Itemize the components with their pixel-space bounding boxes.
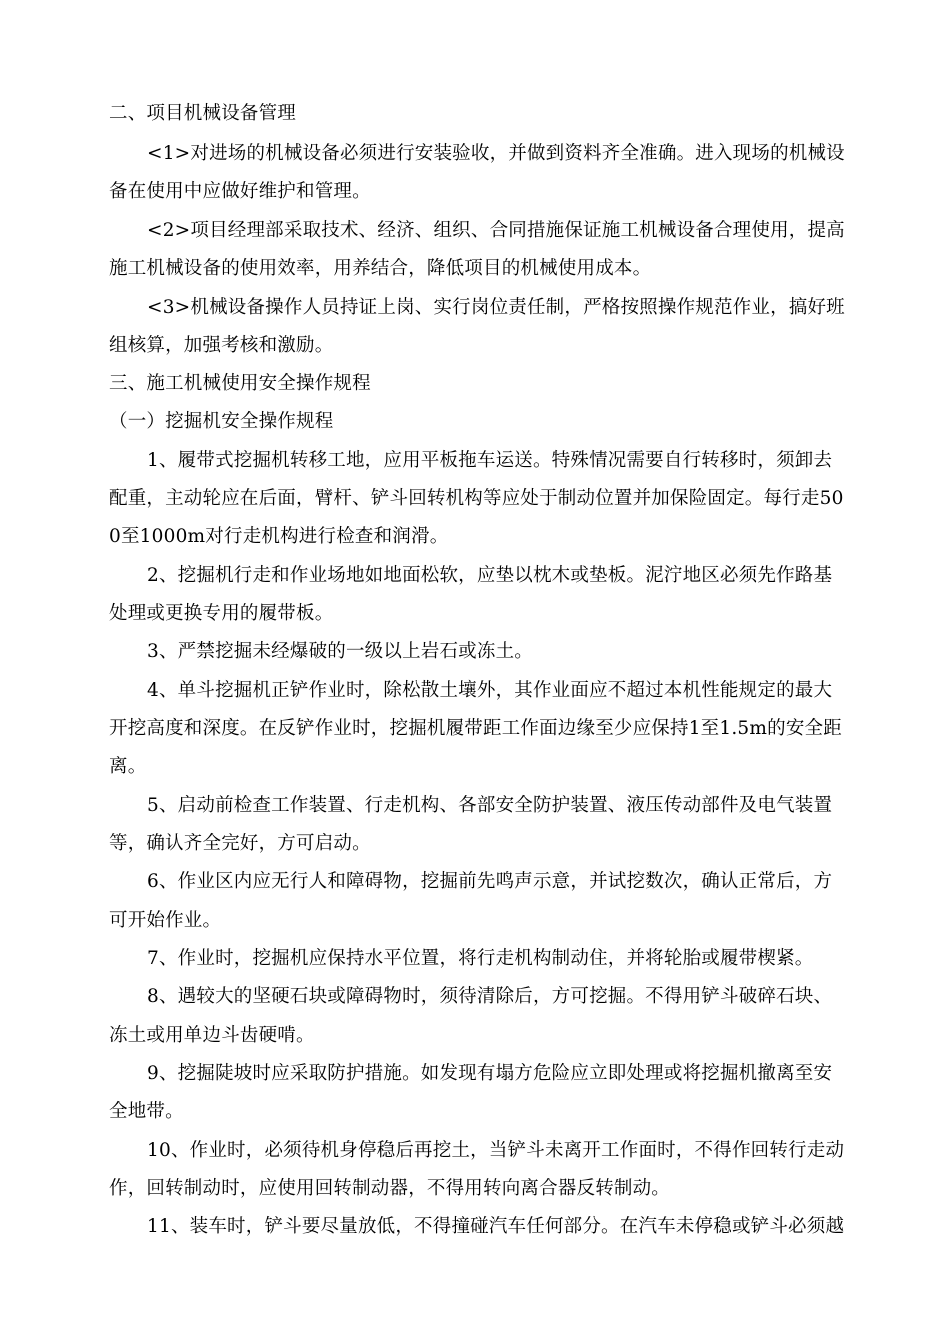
section-heading: 二、项目机械设备管理	[109, 103, 297, 124]
paragraph-line: 离。	[109, 756, 147, 777]
paragraph-line: 配重，主动轮应在后面，臂杆、铲斗回转机构等应处于制动位置并加保险固定。每行走50	[109, 488, 844, 509]
paragraph-line: 5、启动前检查工作装置、行走机构、各部安全防护装置、液压传动部件及电气装置	[147, 795, 833, 816]
paragraph-line: 备在使用中应做好维护和管理。	[109, 181, 371, 202]
paragraph-line: 可开始作业。	[109, 910, 222, 931]
paragraph-line: 11、装车时，铲斗要尽量放低，不得撞碰汽车任何部分。在汽车未停稳或铲斗必须越	[147, 1216, 845, 1237]
paragraph-line: 施工机械设备的使用效率，用养结合，降低项目的机械使用成本。	[109, 258, 652, 279]
paragraph-line: 7、作业时，挖掘机应保持水平位置，将行走机构制动住，并将轮胎或履带楔紧。	[147, 948, 814, 969]
paragraph-line: 冻土或用单边斗齿硬啃。	[109, 1025, 315, 1046]
paragraph-line: <3>机械设备操作人员持证上岗、实行岗位责任制，严格按照操作规范作业，搞好班	[147, 297, 845, 318]
paragraph-line: 全地带。	[109, 1101, 184, 1122]
paragraph-line: 4、单斗挖掘机正铲作业时，除松散土壤外，其作业面应不超过本机性能规定的最大	[147, 680, 833, 701]
paragraph-line: 3、严禁挖掘未经爆破的一级以上岩石或冻土。	[147, 641, 533, 662]
paragraph-line: 1、履带式挖掘机转移工地，应用平板拖车运送。特殊情况需要自行转移时，须卸去	[147, 450, 833, 471]
paragraph-line: 2、挖掘机行走和作业场地如地面松软，应垫以枕木或垫板。泥泞地区必须先作路基	[147, 565, 833, 586]
subsection-heading: （一）挖掘机安全操作规程	[109, 411, 334, 432]
paragraph-line: 0至1000m对行走机构进行检查和润滑。	[109, 526, 449, 547]
paragraph-line: 8、遇较大的坚硬石块或障碍物时，须待清除后，方可挖掘。不得用铲斗破碎石块、	[147, 986, 833, 1007]
paragraph-line: 开挖高度和深度。在反铲作业时，挖掘机履带距工作面边缘至少应保持1至1.5m的安全距	[109, 718, 842, 739]
paragraph-line: <2>项目经理部采取技术、经济、组织、合同措施保证施工机械设备合理使用，提高	[147, 220, 845, 241]
paragraph-line: 组核算，加强考核和激励。	[109, 335, 334, 356]
paragraph-line: <1>对进场的机械设备必须进行安装验收，并做到资料齐全准确。进入现场的机械设	[147, 143, 845, 164]
paragraph-line: 10、作业时，必须待机身停稳后再挖土，当铲斗未离开工作面时，不得作回转行走动	[147, 1140, 845, 1161]
paragraph-line: 处理或更换专用的履带板。	[109, 603, 334, 624]
paragraph-line: 作，回转制动时，应使用回转制动器，不得用转向离合器反转制动。	[109, 1178, 671, 1199]
paragraph-line: 等，确认齐全完好，方可启动。	[109, 833, 371, 854]
paragraph-line: 9、挖掘陡坡时应采取防护措施。如发现有塌方危险应立即处理或将挖掘机撤离至安	[147, 1063, 833, 1084]
paragraph-line: 6、作业区内应无行人和障碍物，挖掘前先鸣声示意，并试挖数次，确认正常后，方	[147, 871, 833, 892]
section-heading: 三、施工机械使用安全操作规程	[109, 373, 371, 394]
